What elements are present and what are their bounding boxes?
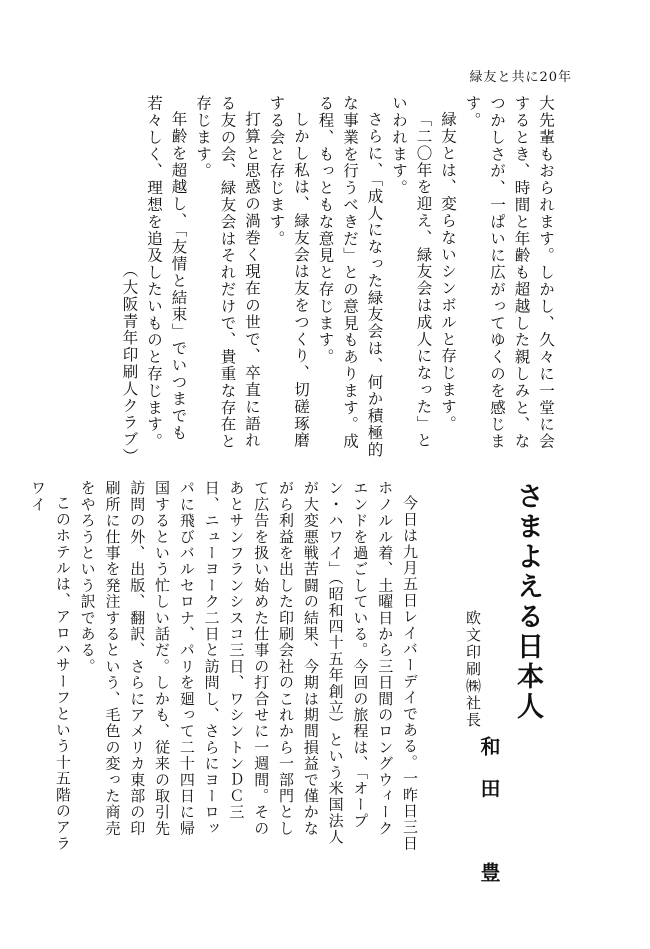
paragraph: 「二〇年を迎え、緑友会は成人になった」といわれます。 [390,95,433,449]
paragraph: 大先輩もおられます。しかし、久々に一堂に会するとき、時間と年齢も超越した親しみと、なつかしさが、一ぱいに広がってゆくのを感じます。 [463,95,555,450]
running-header: 緑友と共に20年 [469,70,572,85]
paragraph: このホテルは、アロハサーフという十五階のアラワイ [29,480,72,852]
paragraph: 打算と思惑の渦巻く現在の世で、卒直に語れる友の会、緑友会はそれだけで、貴重な存在と存じます。 [194,95,261,450]
paragraph: 緑友とは、変らないシンボルと存じます。 [439,110,457,432]
paragraph: 今日は九月五日レイバーデイである。一昨日三日ホノルル着、土曜日から三日間のロングウィークエンドを過ごしている。今回の旅程は、「オープン・ハワイ」（昭和四十五年創立）という米国法人が大変悪戦苦闘の結果、今期は期間損益で僅かながら利益を出した印刷会社のこれから一部門として広告を扱い始めた仕事の打合せに一週間。そのあとサンフランシスコ三日、ワシントンＤＣ三日、ニューヨーク二日と訪問し、さらにヨーロッパに飛びバルセロナ、パリを廻って二十四日に帰国するという忙しい話だ。しかも、従来の取引先訪問の外、出版、翻訳、さらにアメリカ東部の印刷所に仕事を発注するという、毛色の変った商売をやろうという訳である。 [78,480,419,852]
paragraph: 年齢を超越し、「友情と結束」でいつまでも若々しく、理想を追及したいものと存じます。 [145,95,188,450]
article-title: さまよえる日本人 [512,482,543,722]
signature: （大阪青年印刷人クラブ） [120,262,139,465]
paragraph: さらに、「成人になった緑友会は、何か積極的な事業を行うべきだ」との意見もあります。成る程、もっともな意見と存じます。 [316,95,384,458]
author-name: 和田 豊 [477,736,501,904]
author-affiliation: 欧文印刷㈱社長 [464,610,482,729]
previous-article-text [117,95,558,465]
article-body [25,480,422,852]
paragraph: しかし私は、緑友会は友をつくり、切磋琢磨する会と存じます。 [267,95,310,449]
